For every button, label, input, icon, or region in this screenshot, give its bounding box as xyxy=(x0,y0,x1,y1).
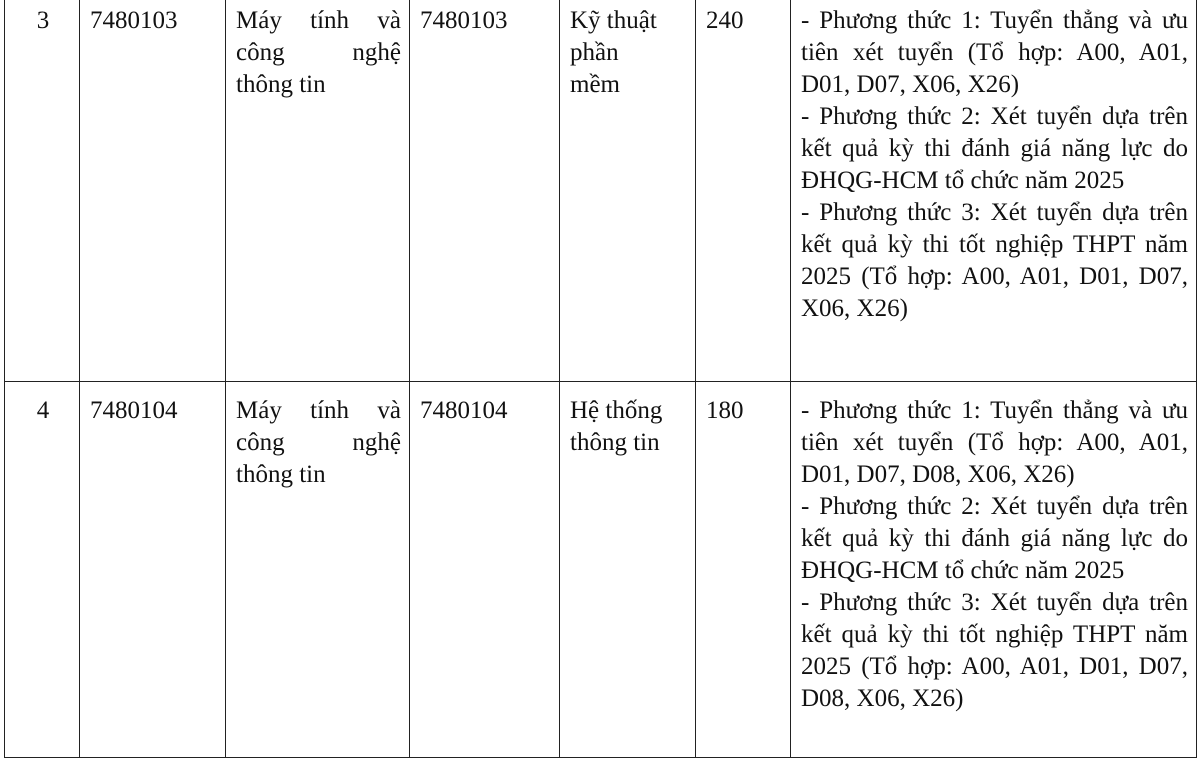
method-item: - Phương thức 2: Xét tuyển dựa trên kết quả kỳ thi đánh giá năng lực do ĐHQG-HCM tổ chức năm 2025 xyxy=(801,103,1188,194)
group-name-line: công nghệ xyxy=(236,39,401,66)
major-name-cell xyxy=(560,382,696,758)
group-name-line: Máy tính và xyxy=(236,397,401,424)
group-name-line: thông tin xyxy=(236,461,326,488)
stt-cell: 4 xyxy=(5,382,80,758)
quota-cell: 240 xyxy=(696,0,791,382)
table-row xyxy=(5,0,1197,382)
major-name-line: Kỹ thuật xyxy=(570,7,657,34)
group-name-line: công nghệ xyxy=(236,429,401,456)
major-name-line: phần xyxy=(570,39,619,66)
group-name-cell xyxy=(226,0,410,382)
stt-cell: 3 xyxy=(5,0,80,382)
group-name-line: thông tin xyxy=(236,71,326,98)
major-code-cell: 7480104 xyxy=(410,382,560,758)
major-name-line: Hệ thống xyxy=(570,397,663,424)
major-code-cell: 7480103 xyxy=(410,0,560,382)
method-item: - Phương thức 3: Xét tuyển dựa trên kết quả kỳ thi tốt nghiệp THPT năm 2025 (Tổ hợp: A00, A01, D01, D07, D08, X06, X26) xyxy=(801,589,1188,712)
quota-cell: 180 xyxy=(696,382,791,758)
method-item: - Phương thức 1: Tuyển thẳng và ưu tiên xét tuyển (Tổ hợp: A00, A01, D01, D07, X06, X26) xyxy=(801,7,1188,98)
group-code-cell: 7480104 xyxy=(80,382,226,758)
major-name-line: mềm xyxy=(570,71,620,98)
group-name-line: Máy tính và xyxy=(236,7,401,34)
major-name-line: thông tin xyxy=(570,429,660,456)
method-item: - Phương thức 2: Xét tuyển dựa trên kết quả kỳ thi đánh giá năng lực do ĐHQG-HCM tổ chức năm 2025 xyxy=(801,493,1188,584)
group-code-cell: 7480103 xyxy=(80,0,226,382)
admissions-table xyxy=(4,0,1197,758)
major-name-cell xyxy=(560,0,696,382)
method-item: - Phương thức 1: Tuyển thẳng và ưu tiên xét tuyển (Tổ hợp: A00, A01, D01, D07, D08, X06, X26) xyxy=(801,397,1188,488)
group-name-cell xyxy=(226,382,410,758)
table-row xyxy=(5,382,1197,758)
method-item: - Phương thức 3: Xét tuyển dựa trên kết quả kỳ thi tốt nghiệp THPT năm 2025 (Tổ hợp: A00, A01, D01, D07, X06, X26) xyxy=(801,199,1188,322)
methods-cell xyxy=(791,382,1197,758)
methods-cell xyxy=(791,0,1197,382)
